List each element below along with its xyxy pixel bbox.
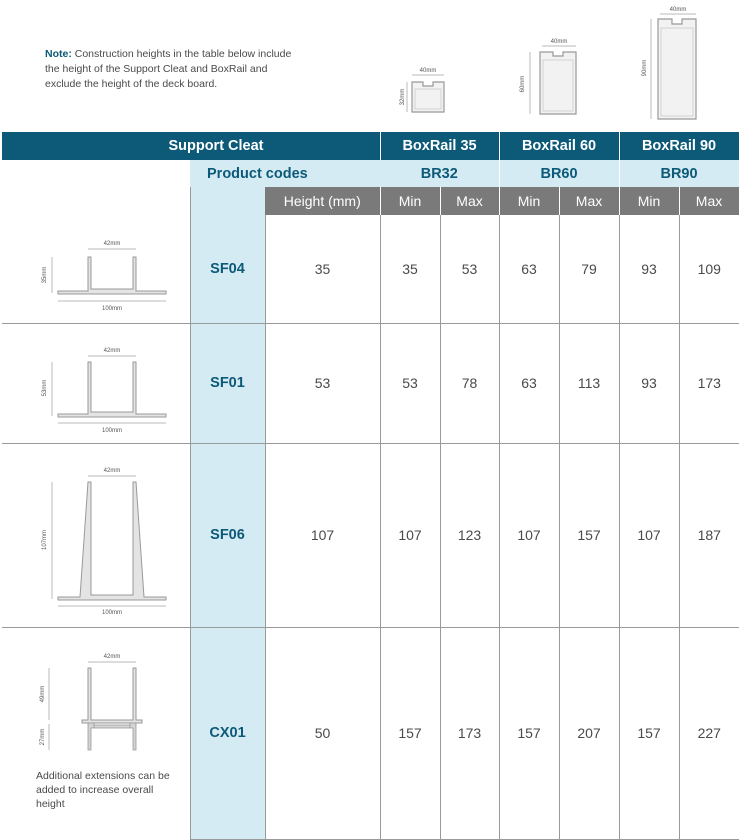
cx01-height-bottom-label: 27mm	[40, 728, 46, 745]
product-code-cell: SF01	[190, 323, 265, 443]
sf01-width-label: 42mm	[103, 347, 121, 354]
br60-max-value: 113	[559, 323, 619, 443]
boxrail-35-diagram	[396, 62, 466, 122]
br90-min-value: 157	[619, 627, 679, 839]
cleat-diagram-cell	[2, 443, 190, 627]
cx01-width-label: 42mm	[103, 653, 121, 660]
sf01-cleat-diagram	[2, 324, 190, 444]
br32-max-value: 78	[440, 323, 499, 443]
boxrail-35-width-label: 40mm	[419, 68, 437, 74]
construction-height-table	[2, 132, 739, 840]
br90-min-value: 107	[619, 443, 679, 627]
table-row	[2, 443, 739, 627]
min-header: Min	[380, 187, 440, 215]
br90-min-value: 93	[619, 215, 679, 323]
product-code-cell: SF04	[190, 215, 265, 323]
br90-min-value: 93	[619, 323, 679, 443]
sf04-height-label: 35mm	[42, 266, 48, 284]
br90-max-value: 227	[679, 627, 739, 839]
br90-max-value: 109	[679, 215, 739, 323]
height-value: 50	[265, 627, 380, 839]
boxrail-60-width-label: 40mm	[550, 39, 568, 45]
sf04-cleat-diagram	[2, 215, 190, 323]
table-row	[2, 323, 739, 443]
cx01-height-top-label: 49mm	[40, 685, 46, 702]
product-code-br60: BR60	[499, 160, 619, 187]
table-row	[2, 627, 739, 839]
table-row	[2, 215, 739, 323]
br32-min-value: 53	[380, 323, 440, 443]
max-header: Max	[559, 187, 619, 215]
br60-max-value: 79	[559, 215, 619, 323]
boxrail-35-height-label: 32mm	[400, 88, 406, 106]
construction-note	[45, 47, 295, 92]
note-text: Construction heights in the table below include the height of the Support Cleat and BoxRail and exclude the height of the deck board.	[45, 48, 292, 90]
sf06-cleat-diagram	[2, 444, 190, 628]
note-label: Note:	[45, 48, 72, 60]
boxrail-35-header: BoxRail 35	[380, 132, 499, 160]
boxrail-90-header: BoxRail 90	[619, 132, 739, 160]
cleat-diagram-cell	[2, 627, 190, 839]
sf04-width-label: 42mm	[103, 241, 121, 247]
br60-max-value: 157	[559, 443, 619, 627]
br90-max-value: 173	[679, 323, 739, 443]
br32-max-value: 53	[440, 215, 499, 323]
br32-max-value: 123	[440, 443, 499, 627]
product-code-br32: BR32	[380, 160, 499, 187]
product-code-cell: CX01	[190, 627, 265, 839]
cleat-diagram-cell	[2, 215, 190, 323]
product-codes-label: Product codes	[190, 160, 380, 187]
sf04-base-label: 100mm	[101, 306, 123, 312]
br60-min-value: 63	[499, 323, 559, 443]
cx01-cleat-diagram	[2, 628, 190, 768]
br60-min-value: 107	[499, 443, 559, 627]
br60-max-value: 207	[559, 627, 619, 839]
br32-max-value: 173	[440, 627, 499, 839]
product-code-br90: BR90	[619, 160, 739, 187]
sf06-height-label: 107mm	[42, 529, 48, 550]
height-value: 35	[265, 215, 380, 323]
sf01-height-label: 53mm	[42, 379, 48, 396]
br90-max-value: 187	[679, 443, 739, 627]
header-blank	[2, 187, 190, 215]
br32-min-value: 35	[380, 215, 440, 323]
min-header: Min	[499, 187, 559, 215]
min-header: Min	[619, 187, 679, 215]
boxrail-90-diagram	[636, 2, 716, 124]
boxrail-90-width-label: 40mm	[669, 7, 687, 13]
br32-min-value: 107	[380, 443, 440, 627]
height-value: 53	[265, 323, 380, 443]
br60-min-value: 63	[499, 215, 559, 323]
sf06-base-label: 100mm	[101, 609, 123, 616]
header-blank	[190, 187, 265, 215]
boxrail-60-header: BoxRail 60	[499, 132, 619, 160]
boxrail-90-height-label: 90mm	[642, 59, 648, 77]
sf01-base-label: 100mm	[101, 427, 123, 434]
product-code-cell: SF06	[190, 443, 265, 627]
br60-min-value: 157	[499, 627, 559, 839]
header-blank	[2, 160, 190, 187]
sf06-width-label: 42mm	[103, 467, 121, 474]
br32-min-value: 157	[380, 627, 440, 839]
cleat-diagram-cell	[2, 323, 190, 443]
max-header: Max	[679, 187, 739, 215]
extension-note: Additional extensions can be added to increase overall height	[36, 769, 170, 810]
boxrail-60-height-label: 60mm	[520, 75, 526, 93]
support-cleat-header: Support Cleat	[2, 132, 380, 160]
height-header: Height (mm)	[265, 187, 380, 215]
height-value: 107	[265, 443, 380, 627]
boxrail-60-diagram	[516, 34, 586, 124]
max-header: Max	[440, 187, 499, 215]
